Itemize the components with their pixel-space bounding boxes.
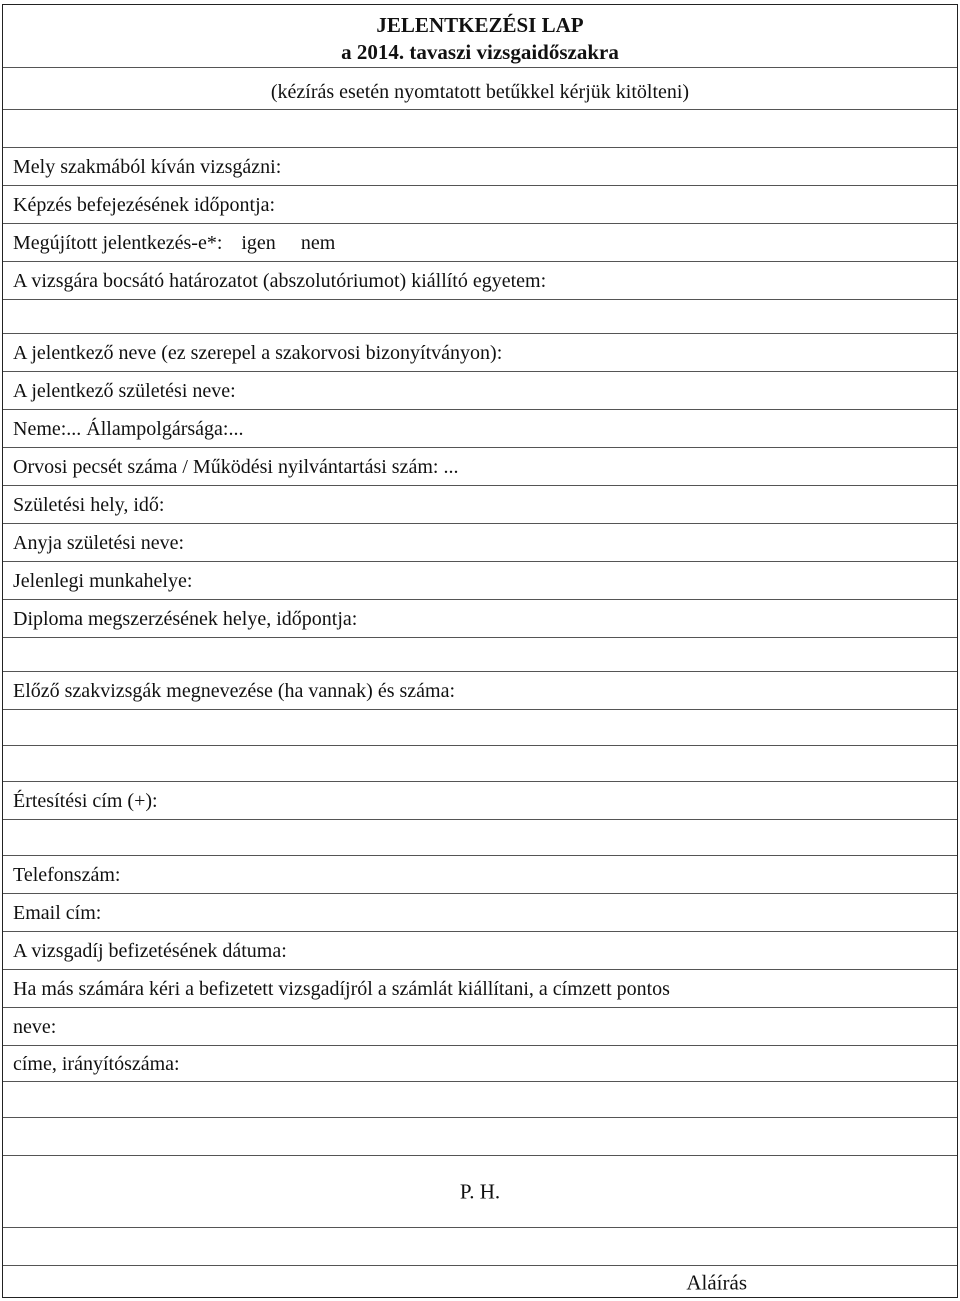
workplace-label: Jelenlegi munkahelye: [13,569,193,592]
empty-row[interactable] [3,745,957,781]
address-row[interactable] [3,781,957,819]
stamp-placeholder: P. H. [459,1179,501,1203]
diploma-row[interactable] [3,599,957,637]
empty-row[interactable] [3,109,957,147]
signature-row[interactable] [3,1265,957,1299]
renewed-no-option[interactable]: nem [300,231,336,254]
empty-row[interactable] [3,819,957,855]
stamp-number-row[interactable] [3,447,957,485]
empty-row[interactable] [3,299,957,333]
renewed-label: Megújított jelentkezés-e*: [13,231,223,254]
university-row[interactable] [3,261,957,299]
birth-place-date-row[interactable] [3,485,957,523]
training-end-label: Képzés befejezésének időpontja: [13,193,276,216]
empty-row[interactable] [3,1117,957,1155]
form-header [3,5,957,109]
renewed-row[interactable] [3,223,957,261]
email-row[interactable] [3,893,957,931]
specialty-label: Mely szakmából kíván vizsgázni: [13,155,282,178]
application-form [2,4,958,1298]
empty-row[interactable] [3,637,957,671]
empty-row[interactable] [3,1227,957,1265]
signature-label: Aláírás [686,1270,747,1294]
university-label: A vizsgára bocsátó határozatot (abszolutóriumot) kiállító egyetem: [13,269,547,292]
renewed-field [13,233,335,253]
specialty-row[interactable] [3,147,957,185]
invoice-note-row[interactable] [3,969,957,1007]
invoice-name-label: neve: [13,1015,57,1038]
previous-exams-row[interactable] [3,671,957,709]
form-note: (kézírás esetén nyomtatott betűkkel kérjük kitölteni) [270,81,690,103]
invoice-address-row[interactable] [3,1045,957,1081]
invoice-name-row[interactable] [3,1007,957,1045]
form-title: JELENTKEZÉSI LAP [376,13,584,37]
mother-name-row[interactable] [3,523,957,561]
renewed-yes-option[interactable]: igen [241,231,276,254]
empty-row[interactable] [3,1081,957,1117]
phone-row[interactable] [3,855,957,893]
fee-date-row[interactable] [3,931,957,969]
previous-exams-label: Előző szakvizsgák megnevezése (ha vannak) és száma: [13,679,456,702]
empty-row[interactable] [3,709,957,745]
fee-date-label: A vizsgadíj befizetésének dátuma: [13,939,287,962]
training-end-row[interactable] [3,185,957,223]
stamp-row [3,1155,957,1227]
stamp-number-label: Orvosi pecsét száma / Működési nyilvántartási szám: ... [13,455,459,478]
birth-name-label: A jelentkező születési neve: [13,379,236,402]
address-label: Értesítési cím (+): [13,789,158,812]
workplace-row[interactable] [3,561,957,599]
name-label: A jelentkező neve (ez szerepel a szakorvosi bizonyítványon): [13,341,503,364]
phone-label: Telefonszám: [13,863,121,886]
sex-citizenship-row[interactable] [3,409,957,447]
email-label: Email cím: [13,901,102,924]
mother-name-label: Anyja születési neve: [13,531,185,554]
birth-place-date-label: Születési hely, idő: [13,493,165,516]
sex-citizenship-label: Neme:... Állampolgársága:... [13,417,244,440]
birth-name-row[interactable] [3,371,957,409]
form-subtitle: a 2014. tavaszi vizsgaidőszakra [341,40,619,64]
header-divider [3,67,957,68]
name-row[interactable] [3,333,957,371]
invoice-note-label: Ha más számára kéri a befizetett vizsgadíjról a számlát kiállítani, a címzett pontos [13,977,670,1000]
invoice-address-label: címe, irányítószáma: [13,1052,180,1075]
diploma-label: Diploma megszerzésének helye, időpontja: [13,607,358,630]
